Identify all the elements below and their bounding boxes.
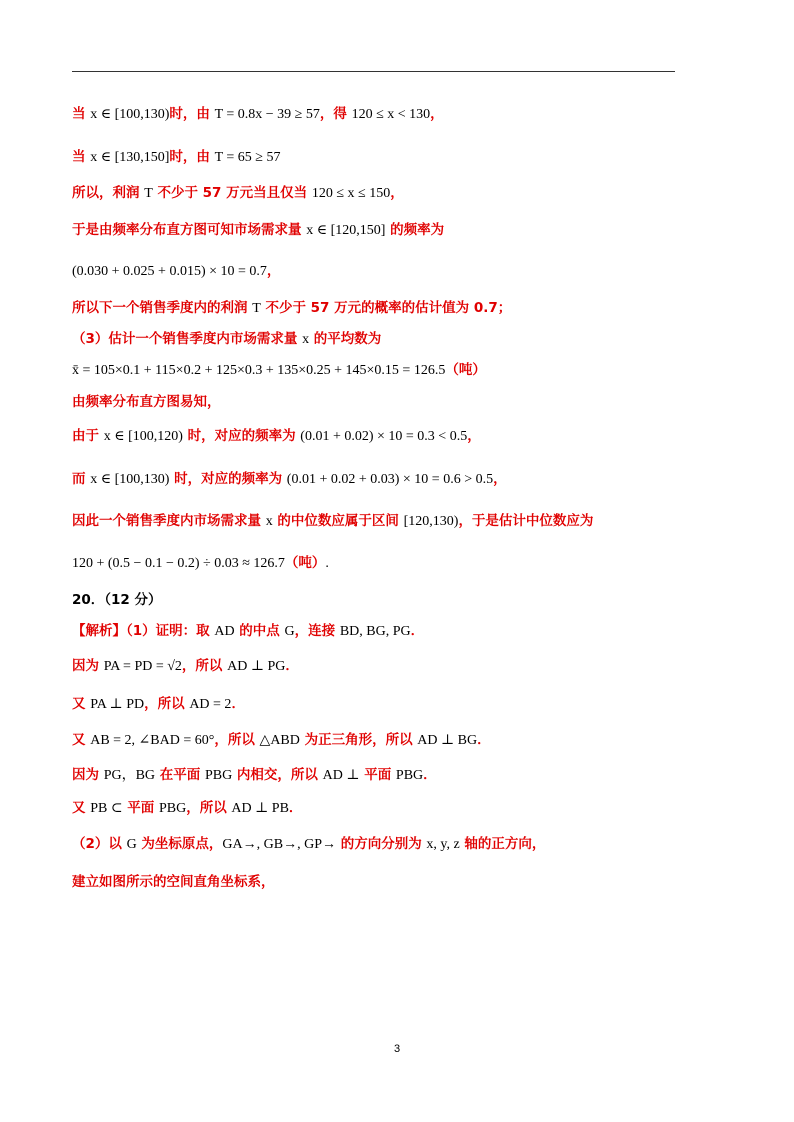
header-rule: [72, 71, 675, 72]
math-expression: T: [252, 301, 261, 316]
text-segment: ，: [493, 471, 507, 487]
text-line: [72, 656, 299, 677]
text-segment: （3）估计一个销售季度内市场需求量: [72, 331, 303, 347]
math-expression: GA→, GB→, GP→: [222, 837, 336, 852]
math-expression: x: [265, 514, 273, 529]
text-segment: ，: [390, 185, 404, 201]
math-expression: PB ⊂: [90, 801, 123, 816]
math-expression: 120 + (0.5 − 0.1 − 0.2) ÷ 0.03 ≈ 126.7: [72, 556, 285, 571]
math-expression: PBG: [395, 768, 424, 783]
math-expression: △ABD: [259, 733, 300, 748]
text-segment: ，所以: [144, 696, 190, 712]
math-expression: PG，BG: [103, 768, 156, 783]
text-segment: 【解析】（1）证明：取: [72, 623, 215, 639]
math-expression: (0.01 + 0.02) × 10 = 0.3 < 0.5: [300, 429, 468, 444]
math-expression: x, y, z: [426, 837, 460, 852]
math-expression: x ∈ [100,130): [90, 107, 170, 122]
math-expression: T: [144, 186, 153, 201]
text-segment: ，: [266, 263, 281, 279]
text-segment: 平面: [359, 767, 396, 783]
text-line: [72, 261, 280, 282]
text-segment: （吨）: [445, 362, 486, 378]
text-line: [72, 694, 245, 715]
math-expression: AD ⊥: [322, 768, 360, 783]
math-expression: AD: [214, 624, 235, 639]
math-expression: x ∈ [100,130): [90, 472, 170, 487]
text-line: [72, 392, 221, 413]
math-expression: AD = 2: [189, 697, 232, 712]
math-expression: G: [126, 837, 137, 852]
text-line: [72, 621, 424, 642]
text-line: [72, 872, 275, 893]
text-segment: 不少于 57 万元的概率的估计值为 0.7；: [260, 300, 512, 316]
text-segment: ，连接: [294, 623, 340, 639]
text-line: [72, 147, 280, 168]
text-line: [72, 183, 404, 204]
text-line: [72, 360, 486, 381]
text-segment: ．: [285, 658, 299, 674]
text-segment: ，所以: [214, 732, 260, 748]
text-segment: ．: [231, 696, 245, 712]
math-expression: x ∈ [120,150]: [306, 223, 386, 238]
text-line: [72, 765, 437, 786]
math-expression: AB = 2, ∠BAD = 60°: [90, 733, 215, 748]
text-segment: ，: [430, 106, 444, 122]
text-line: [72, 590, 162, 611]
text-segment: （2）以: [72, 836, 127, 852]
text-segment: 当: [72, 149, 91, 165]
text-segment: 时，对应的频率为: [182, 428, 301, 444]
text-segment: 时，由: [169, 149, 215, 165]
text-segment: 轴的正方向，: [459, 836, 546, 852]
math-expression: 120 ≤ x ≤ 150: [311, 186, 391, 201]
text-line: [72, 730, 491, 751]
text-segment: 又: [72, 800, 91, 816]
math-expression: PA ⊥ PD: [90, 697, 145, 712]
text-segment: 由于: [72, 428, 104, 444]
math-expression: .: [325, 556, 329, 571]
text-segment: 的频率为: [385, 222, 445, 238]
text-segment: 因为: [72, 658, 104, 674]
math-expression: BD, BG, PG: [339, 624, 411, 639]
text-segment: 的中位数应属于区间: [272, 513, 404, 529]
math-expression: x ∈ [100,120): [103, 429, 183, 444]
text-line: [72, 329, 381, 350]
text-segment: ．: [288, 800, 303, 816]
text-segment: 20．（12 分）: [72, 592, 162, 608]
text-segment: 因为: [72, 767, 104, 783]
math-expression: [120,130): [403, 514, 459, 529]
text-line: [72, 426, 481, 447]
text-segment: ．: [410, 623, 425, 639]
text-segment: 于是由频率分布直方图可知市场需求量: [72, 222, 307, 238]
text-line: [72, 104, 444, 125]
text-segment: 当: [72, 106, 91, 122]
text-segment: ．: [477, 732, 491, 748]
text-segment: ，所以: [186, 800, 232, 816]
math-expression: x̄ = 105×0.1 + 115×0.2 + 125×0.3 + 135×0.25 + 145×0.15 = 126.5: [72, 363, 446, 378]
text-segment: 的平均数为: [309, 331, 382, 347]
text-line: [72, 220, 444, 241]
math-expression: AD ⊥ PB: [231, 801, 289, 816]
text-line: [72, 511, 593, 532]
text-segment: 不少于 57 万元当且仅当: [152, 185, 312, 201]
math-expression: AD ⊥ BG: [417, 733, 478, 748]
math-expression: G: [284, 624, 295, 639]
text-segment: 为坐标原点，: [136, 836, 223, 852]
math-expression: PBG: [204, 768, 233, 783]
text-segment: 为正三角形，所以: [299, 732, 418, 748]
text-line: [72, 798, 302, 819]
text-segment: 因此一个销售季度内市场需求量: [72, 513, 266, 529]
text-segment: （吨）: [284, 555, 326, 571]
math-expression: PA = PD = √2: [103, 659, 182, 674]
page-number: 3: [393, 1043, 401, 1055]
text-segment: 所以下一个销售季度内的利润: [72, 300, 253, 316]
text-segment: 的中点: [234, 623, 285, 639]
math-expression: (0.030 + 0.025 + 0.015) × 10 = 0.7: [72, 264, 267, 279]
text-segment: 平面: [122, 800, 159, 816]
text-segment: ，于是估计中位数应为: [458, 513, 594, 529]
math-expression: T = 65 ≥ 57: [214, 150, 281, 165]
text-segment: ，所以: [181, 658, 228, 674]
text-segment: 又: [72, 732, 91, 748]
text-line: [72, 469, 507, 490]
math-expression: AD ⊥ PG: [227, 659, 286, 674]
text-segment: 而: [72, 471, 91, 487]
text-segment: ，得: [319, 106, 352, 122]
text-segment: ，: [467, 428, 481, 444]
math-expression: x ∈ [130,150]: [90, 150, 170, 165]
text-segment: ．: [423, 767, 437, 783]
text-segment: 内相交，所以: [232, 767, 323, 783]
text-segment: 时，由: [169, 106, 215, 122]
text-segment: 在平面: [155, 767, 205, 783]
math-expression: (0.01 + 0.02 + 0.03) × 10 = 0.6 > 0.5: [286, 472, 494, 487]
math-expression: T = 0.8x − 39 ≥ 57: [214, 107, 320, 122]
text-line: [72, 553, 329, 574]
text-line: [72, 298, 511, 319]
math-expression: x: [302, 332, 310, 347]
text-segment: 时，对应的频率为: [169, 471, 287, 487]
text-segment: 由频率分布直方图易知，: [72, 394, 221, 410]
text-line: [72, 834, 545, 855]
text-segment: 又: [72, 696, 91, 712]
math-expression: PBG: [158, 801, 187, 816]
text-segment: 的方向分别为: [336, 836, 427, 852]
text-segment: 所以，利润: [72, 185, 145, 201]
math-expression: 120 ≤ x < 130: [351, 107, 431, 122]
text-segment: 建立如图所示的空间直角坐标系，: [72, 874, 275, 890]
